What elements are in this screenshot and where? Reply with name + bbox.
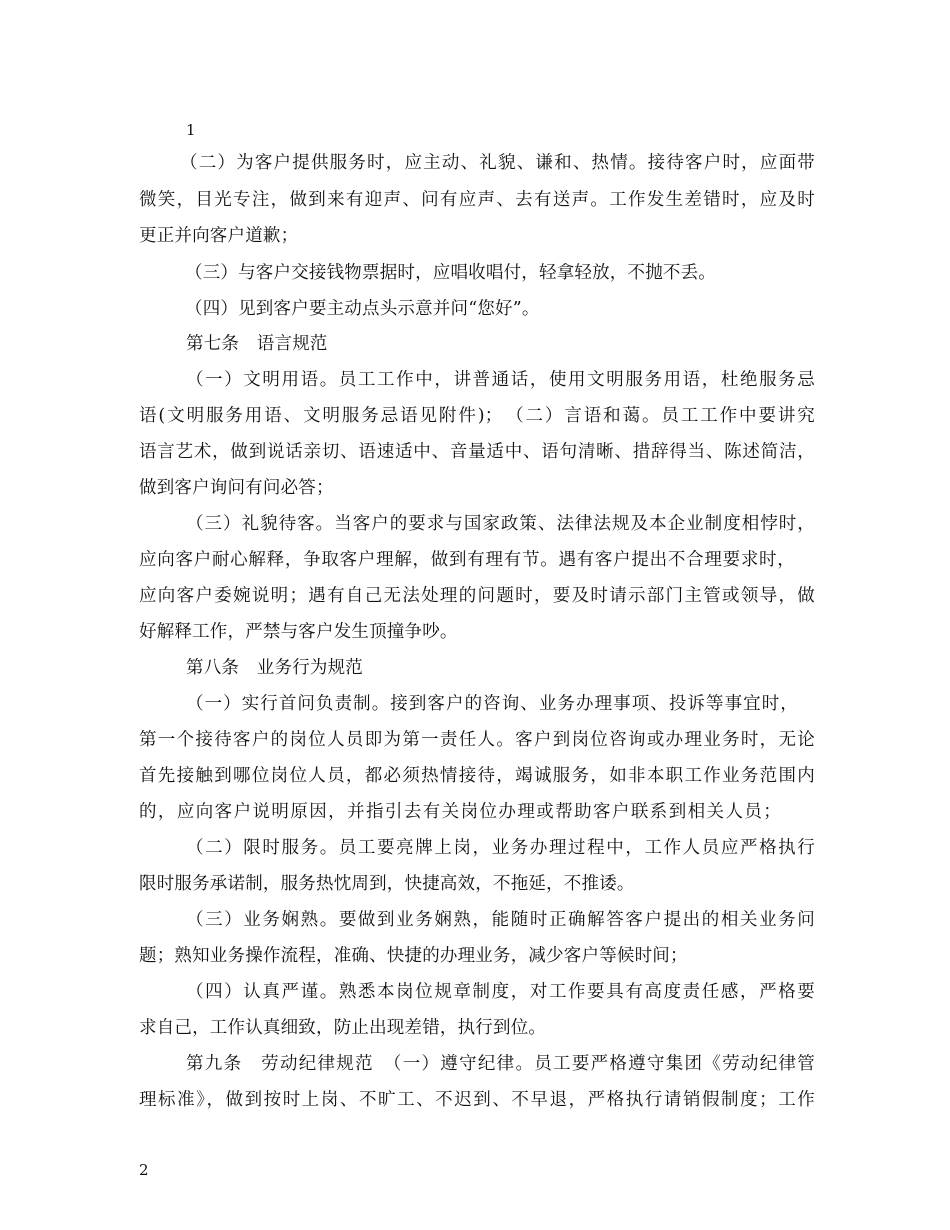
text-line: 求自己，工作认真细致，防止出现差错，执行到位。 xyxy=(139,1018,547,1038)
text-line: （四）认真严谨。熟悉本岗位规章制度，对工作要具有高度责任感，严格要 xyxy=(186,982,815,1002)
top-page-number: 1 xyxy=(186,121,196,139)
section-heading: 第七条 语言规范 xyxy=(186,334,328,354)
text-line: 应向客户耐心解释，争取客户理解，做到有理有节。遇有客户提出不合理要求时， xyxy=(139,550,795,570)
text-line: 首先接触到哪位岗位人员，都必须热情接待，竭诚服务，如非本职工作业务范围内 xyxy=(139,766,815,786)
text-line: （一）实行首问负责制。接到客户的咨询、业务办理事项、投诉等事宜时， xyxy=(186,694,798,714)
section-heading: 第八条 业务行为规范 xyxy=(186,658,363,678)
text-line: 做到客户询问有问必答； xyxy=(139,478,334,498)
text-line: 限时服务承诺制，服务热忱周到，快捷高效，不拖延，不推诿。 xyxy=(139,874,635,894)
text-line: （一）文明用语。员工工作中，讲普通话，使用文明服务用语，杜绝服务忌 xyxy=(186,370,815,390)
text-line: （二）为客户提供服务时，应主动、礼貌、谦和、热情。接待客户时，应面带 xyxy=(180,153,815,173)
text-line: 第一个接待客户的岗位人员即为第一责任人。客户到岗位咨询或办理业务时，无论 xyxy=(139,730,815,750)
text-line: （三）与客户交接钱物票据时，应唱收唱付，轻拿轻放，不抛不丢。 xyxy=(185,263,716,283)
text-line: 理标准》，做到按时上岗、不旷工、不迟到、不早退，严格执行请销假制度；工作 xyxy=(139,1090,815,1110)
text-line: （三）礼貌待客。当客户的要求与国家政策、法律法规及本企业制度相悖时， xyxy=(186,514,815,534)
text-line: （四）见到客户要主动点头示意并问“您好”。 xyxy=(185,299,540,319)
text-line: 微笑，目光专注，做到来有迎声、问有应声、去有送声。工作发生差错时，应及时 xyxy=(139,190,815,210)
text-line: 的，应向客户说明原因，并指引去有关岗位办理或帮助客户联系到相关人员； xyxy=(139,802,781,822)
bottom-page-number: 2 xyxy=(139,1161,149,1179)
text-line: 应向客户委婉说明；遇有自己无法处理的问题时，要及时请示部门主管或领导，做 xyxy=(139,586,815,606)
text-line: 更正并向客户道歉； xyxy=(139,226,299,246)
text-line: （二）限时服务。员工要亮牌上岗，业务办理过程中，工作人员应严格执行 xyxy=(186,838,815,858)
section-heading: 第九条 劳动纪律规范 （一）遵守纪律。员工要严格遵守集团《劳动纪律管 xyxy=(186,1054,815,1074)
text-line: （三）业务娴熟。要做到业务娴熟，能随时正确解答客户提出的相关业务问 xyxy=(186,910,815,930)
text-line: 语(文明服务用语、文明服务忌语见附件)； （二）言语和蔼。员工工作中要讲究 xyxy=(139,406,815,426)
text-line: 题；熟知业务操作流程，准确、快捷的办理业务，减少客户等候时间； xyxy=(139,946,688,966)
text-line: 好解释工作，严禁与客户发生顶撞争吵。 xyxy=(139,622,458,642)
text-line: 语言艺术，做到说话亲切、语速适中、音量适中、语句清晰、措辞得当、陈述简洁， xyxy=(139,442,815,462)
